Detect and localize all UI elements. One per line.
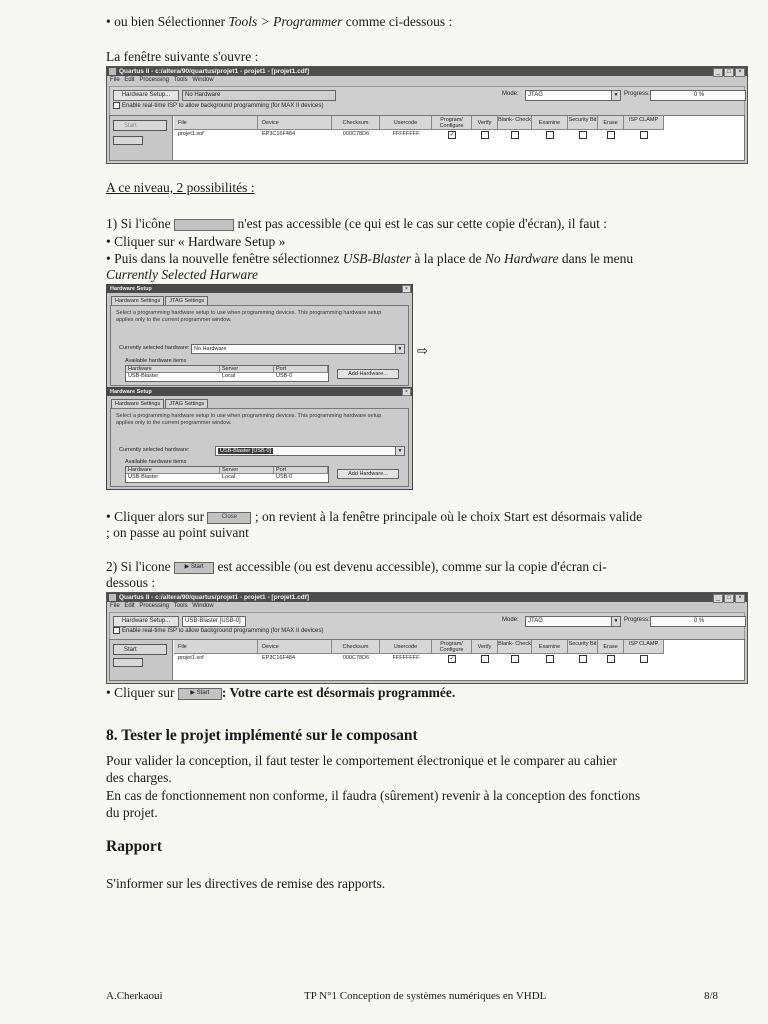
right-arrow-icon: ⇨ <box>417 344 428 359</box>
hw-item-name[interactable]: USB-Blaster <box>128 373 159 379</box>
col-port: Port <box>274 366 328 373</box>
col-isp-clamp: ISP CLAMP <box>624 116 664 130</box>
row-checksum: 000C78D6 <box>342 131 370 137</box>
mode-label: Mode: <box>502 91 519 97</box>
mode-select[interactable]: JTAG ▼ <box>525 90 621 101</box>
row-file: projet1.sof <box>178 655 204 661</box>
rapport-heading: Rapport <box>106 838 162 855</box>
dialog-body <box>110 408 409 487</box>
available-hardware-list <box>125 365 329 382</box>
tab-jtag-settings[interactable]: JTAG Settings <box>165 296 208 305</box>
close-icon[interactable]: × <box>402 388 411 396</box>
section-possibilites: A ce niveau, 2 possibilités : <box>106 180 255 195</box>
currently-selected-hardware-select[interactable]: USB-Blaster [USB-0] ▼ <box>215 446 405 456</box>
quartus-app-icon <box>109 594 116 601</box>
chevron-down-icon: ▼ <box>395 447 404 455</box>
quartus-programmer-window-2 <box>106 592 748 684</box>
col-port: Port <box>274 467 328 474</box>
col-usercode: Usercode <box>380 116 432 130</box>
col-device: Device <box>258 116 332 130</box>
col-program: Program/ Configure <box>432 116 472 130</box>
menu-bar[interactable]: File Edit Processing Tools Window <box>110 77 214 83</box>
program-checkbox[interactable]: ✓ <box>449 656 455 662</box>
checkbox-icon[interactable] <box>113 627 120 634</box>
col-hardware: Hardware <box>126 366 220 373</box>
security-bit-checkbox[interactable] <box>579 655 587 663</box>
stop-button[interactable] <box>113 658 143 667</box>
dialog-title: Hardware Setup <box>107 285 412 293</box>
click-close-line2: ; on passe au point suivant <box>106 525 249 540</box>
hardware-setup-button[interactable]: Hardware Setup... <box>113 616 179 627</box>
verify-checkbox[interactable] <box>481 131 489 139</box>
section-8-p1: Pour valider la conception, il faut tester le comportement électronique et le comparer au cahier <box>106 753 617 768</box>
close-icon[interactable]: × <box>735 594 745 603</box>
blank-check-checkbox[interactable] <box>511 131 519 139</box>
footer-title: TP N°1 Conception de systèmes numériques en VHDL <box>304 990 547 1002</box>
step1-line2: • Cliquer sur « Hardware Setup » <box>106 234 286 249</box>
hardware-setup-dialog-2 <box>106 387 413 490</box>
available-hardware-label: Available hardware items <box>125 459 187 465</box>
section-8-p4: du projet. <box>106 805 158 820</box>
start-button-enabled-icon: ▶ Start <box>178 688 222 700</box>
program-checkbox[interactable]: ✓ <box>449 132 455 138</box>
currently-selected-label: Currently selected hardware: <box>119 447 190 453</box>
quartus-programmer-window-1 <box>106 66 748 164</box>
programmer-sidebar <box>110 116 173 160</box>
dialog-description: Select a programming hardware setup to use when programming devices. This programming hardware setup applies only to the current programmer window. <box>116 310 382 323</box>
erase-checkbox[interactable] <box>607 655 615 663</box>
progress-bar: 0 % <box>650 90 746 101</box>
progress-label: Progress: <box>624 617 650 623</box>
tab-jtag-settings[interactable]: JTAG Settings <box>165 399 208 408</box>
currently-selected-hardware-select[interactable]: No Hardware ▼ <box>191 344 405 354</box>
hardware-setup-dialog-1 <box>106 284 413 389</box>
available-hardware-list <box>125 466 329 483</box>
security-bit-checkbox[interactable] <box>579 131 587 139</box>
dialog-body <box>110 305 409 386</box>
step2-line1: 2) Si l'icone ▶ Start est accessible (ou est devenu accessible), comme sur la copie d'écran ci- <box>106 559 607 574</box>
step1-line3: • Puis dans la nouvelle fenêtre sélectionnez USB-Blaster à la place de No Hardware dans le menu <box>106 251 634 266</box>
col-isp-clamp: ISP CLAMP <box>624 640 664 654</box>
col-verify: Verify <box>472 640 498 654</box>
hardware-field: No Hardware <box>182 90 336 101</box>
close-icon[interactable]: × <box>735 68 745 77</box>
col-checksum: Checksum <box>332 640 380 654</box>
hardware-field: USB-Blaster [USB-0] <box>182 616 246 627</box>
minimize-icon[interactable]: _ <box>713 68 723 77</box>
intro-tools-line: • ou bien Sélectionner Tools > Programmer comme ci-dessous : <box>106 14 453 29</box>
window-title: Quartus II - c:/altera/90/quartus/projet1 - projet1 - [projet1.cdf] <box>107 593 747 602</box>
rapport-text: S'informer sur les directives de remise des rapports. <box>106 876 386 891</box>
checkbox-icon[interactable] <box>113 102 120 109</box>
verify-checkbox[interactable] <box>481 655 489 663</box>
examine-checkbox[interactable] <box>546 655 554 663</box>
available-hardware-label: Available hardware items <box>125 358 187 364</box>
footer-author: A.Cherkaoui <box>106 990 163 1002</box>
add-hardware-button[interactable]: Add Hardware... <box>337 469 399 479</box>
col-hardware: Hardware <box>126 467 220 474</box>
row-usercode: FFFFFFFF <box>392 655 420 661</box>
col-erase: Erase <box>598 116 624 130</box>
section-8-p3: En cas de fonctionnement non conforme, il faudra (sûrement) revenir à la conception des fonctions <box>106 788 641 803</box>
start-button-enabled-icon: ▶ Start <box>174 562 214 574</box>
col-server: Server <box>220 467 274 474</box>
final-click-line: • Cliquer sur ▶ Start : Votre carte est désormais programmée. <box>106 685 456 700</box>
examine-checkbox[interactable] <box>546 131 554 139</box>
hw-item-server: Local <box>222 373 236 379</box>
device-grid <box>109 115 745 161</box>
step2-line2: dessous : <box>106 575 156 590</box>
progress-bar: 0 % <box>650 616 746 627</box>
maximize-icon[interactable]: □ <box>724 68 734 77</box>
row-device: EP3C16F484 <box>262 131 296 137</box>
col-erase: Erase <box>598 640 624 654</box>
row-device: EP3C16F484 <box>262 655 296 661</box>
programmer-sidebar <box>110 640 173 680</box>
currently-selected-label: Currently selected hardware: <box>119 345 190 351</box>
row-checksum: 000C78D6 <box>342 655 370 661</box>
section-8-heading: 8. Tester le projet implémenté sur le composant <box>106 727 418 744</box>
col-verify: Verify <box>472 116 498 130</box>
row-file: projet1.sof <box>178 131 204 137</box>
col-device: Device <box>258 640 332 654</box>
close-button-icon: Close <box>207 512 251 524</box>
hw-item-name[interactable]: USB-Blaster <box>128 474 159 480</box>
tab-hardware-settings[interactable]: Hardware Settings <box>111 296 164 305</box>
col-examine: Examine <box>532 116 568 130</box>
blank-check-checkbox[interactable] <box>511 655 519 663</box>
chevron-down-icon: ▼ <box>611 617 620 626</box>
section-8-p2: des charges. <box>106 770 172 785</box>
col-security-bit: Security Bit <box>568 640 598 654</box>
mode-label: Mode: <box>502 617 519 623</box>
col-examine: Examine <box>532 640 568 654</box>
start-button[interactable]: Start <box>113 120 167 131</box>
step1-line4: Currently Selected Harware <box>106 267 258 282</box>
start-button[interactable]: Start <box>113 644 167 655</box>
progress-label: Progress: <box>624 91 650 97</box>
row-usercode: FFFFFFFF <box>392 131 420 137</box>
col-checksum: Checksum <box>332 116 380 130</box>
dialog-description: Select a programming hardware setup to use when programming devices. This programming hardware setup applies only to the current programmer window. <box>116 413 382 426</box>
quartus-app-icon <box>109 68 116 75</box>
mode-select[interactable]: JTAG ▼ <box>525 616 621 627</box>
col-security-bit: Security Bit <box>568 116 598 130</box>
tab-hardware-settings[interactable]: Hardware Settings <box>111 399 164 408</box>
window-title: Quartus II - c:/altera/90/quartus/projet1 - projet1 - [projet1.cdf] <box>107 67 747 76</box>
stop-button[interactable] <box>113 136 143 145</box>
window-opens-text: La fenêtre suivante s'ouvre : <box>106 49 259 64</box>
dialog-title: Hardware Setup <box>107 388 412 396</box>
col-usercode: Usercode <box>380 640 432 654</box>
hardware-panel <box>109 612 745 640</box>
hw-item-port: USB-0 <box>276 373 293 379</box>
col-blank-check: Blank- Check <box>498 116 532 130</box>
col-blank-check: Blank- Check <box>498 640 532 654</box>
step1-line1: 1) Si l'icône n'est pas accessible (ce qui est le cas sur cette copie d'écran), il faut : <box>106 216 608 231</box>
device-grid <box>109 639 745 681</box>
chevron-down-icon: ▼ <box>395 345 404 353</box>
hw-item-port: USB-0 <box>276 474 293 480</box>
chevron-down-icon: ▼ <box>611 91 620 100</box>
isp-clamp-checkbox[interactable] <box>640 131 648 139</box>
isp-clamp-checkbox[interactable] <box>640 655 648 663</box>
hardware-setup-button[interactable]: Hardware Setup... <box>113 90 179 101</box>
erase-checkbox[interactable] <box>607 131 615 139</box>
start-button-disabled-icon <box>174 219 234 231</box>
close-icon[interactable]: × <box>402 285 411 293</box>
realtime-isp-option[interactable]: Enable real-time ISP to allow background programming (for MAX II devices) <box>113 627 323 636</box>
col-program: Program/ Configure <box>432 640 472 654</box>
realtime-isp-option[interactable]: Enable real-time ISP to allow background programming (for MAX II devices) <box>113 102 323 111</box>
footer-page-number: 8/8 <box>704 990 719 1002</box>
click-close-line1: • Cliquer alors sur Close ; on revient à la fenêtre principale où le choix Start est désormais valide <box>106 509 643 524</box>
hardware-panel <box>109 86 745 116</box>
hw-item-server: Local <box>222 474 236 480</box>
col-server: Server <box>220 366 274 373</box>
minimize-icon[interactable]: _ <box>713 594 723 603</box>
col-file: File <box>174 116 258 130</box>
add-hardware-button[interactable]: Add Hardware... <box>337 369 399 379</box>
menu-bar[interactable]: File Edit Processing Tools Window <box>110 603 214 609</box>
col-file: File <box>174 640 258 654</box>
maximize-icon[interactable]: □ <box>724 594 734 603</box>
